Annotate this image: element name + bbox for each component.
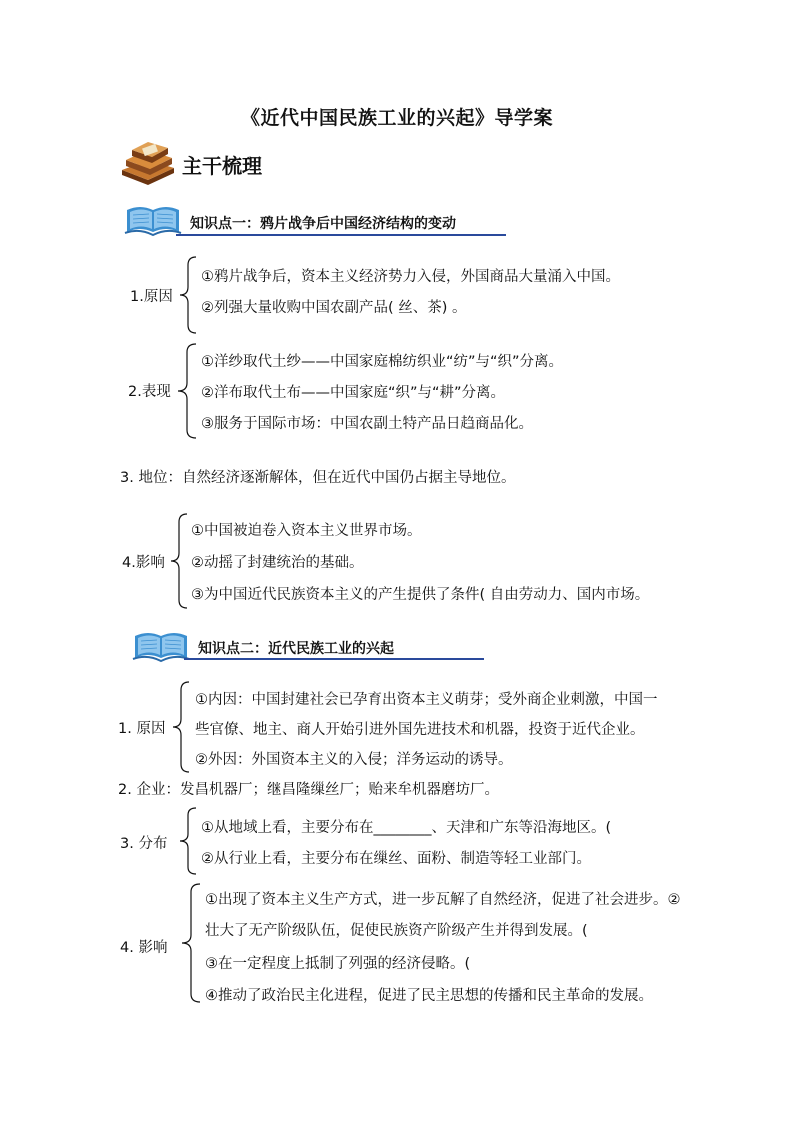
kp2-title: 知识点二：近代民族工业的兴起 bbox=[198, 641, 394, 657]
open-book-icon bbox=[124, 202, 182, 238]
kp2-s4-brace bbox=[180, 883, 202, 1003]
kp1-underline bbox=[176, 234, 506, 236]
kp1-title: 知识点一：鸦片战争后中国经济结构的变动 bbox=[190, 216, 456, 232]
kp1-s2-label: 2.表现 bbox=[128, 384, 171, 400]
kp2-s1-brace bbox=[171, 681, 191, 773]
kp2-s4-line-1: ①出现了资本主义生产方式，进一步瓦解了自然经济，促进了社会进步。② bbox=[205, 892, 681, 908]
kp1-s1-line-1: ①鸦片战争后，资本主义经济势力入侵，外国商品大量涌入中国。 bbox=[201, 269, 620, 285]
kp2-s3-line-2: ②从行业上看，主要分布在缫丝、面粉、制造等轻工业部门。 bbox=[201, 851, 591, 867]
kp2-s1-line-1: ①内因：中国封建社会已孕育出资本主义萌芽；受外商企业刺激，中国一 bbox=[195, 692, 658, 708]
kp1-s2-line-2: ②洋布取代土布——中国家庭“织”与“耕”分离。 bbox=[201, 385, 506, 401]
kp1-s4-label: 4.影响 bbox=[122, 555, 165, 571]
kp1-s3-text: 3. 地位：自然经济逐渐解体，但在近代中国仍占据主导地位。 bbox=[120, 470, 516, 486]
kp2-s3-brace bbox=[178, 807, 198, 875]
kp1-s1-brace bbox=[178, 256, 198, 334]
kp2-s3-line-1: ①从地域上看，主要分布在________、天津和广东等沿海地区。( bbox=[201, 820, 612, 836]
main-heading: 主干梳理 bbox=[182, 154, 262, 178]
kp2-s4-label: 4. 影响 bbox=[120, 940, 168, 956]
kp2-s1-line-3: ②外因：外国资本主义的入侵；洋务运动的诱导。 bbox=[195, 752, 513, 768]
kp1-s1-line-2: ②列强大量收购中国农副产品( 丝、茶) 。 bbox=[201, 300, 467, 316]
kp1-s1-label: 1.原因 bbox=[130, 289, 173, 305]
kp2-s3-label: 3. 分布 bbox=[120, 836, 168, 852]
kp1-s4-line-1: ①中国被迫卷入资本主义世界市场。 bbox=[191, 523, 422, 539]
kp2-s1-label: 1. 原因 bbox=[118, 721, 166, 737]
kp1-s4-brace bbox=[169, 513, 189, 609]
kp2-s4-line-3: ③在一定程度上抵制了列强的经济侵略。( bbox=[205, 956, 471, 972]
kp1-s2-brace bbox=[176, 343, 198, 439]
kp1-s2-line-1: ①洋纱取代土纱——中国家庭棉纺织业“纺”与“织”分离。 bbox=[201, 354, 564, 370]
kp2-s2-text: 2. 企业：发昌机器厂；继昌隆缫丝厂；贻来牟机器磨坊厂。 bbox=[118, 782, 499, 798]
kp2-underline bbox=[184, 658, 484, 660]
kp1-s4-line-3: ③为中国近代民族资本主义的产生提供了条件( 自由劳动力、国内市场。 bbox=[191, 587, 650, 603]
kp2-s1-line-2: 些官僚、地主、商人开始引进外国先进技术和机器，投资于近代企业。 bbox=[195, 722, 645, 738]
open-book-icon bbox=[132, 628, 190, 664]
books-stack-icon bbox=[118, 140, 178, 186]
kp2-s4-line-2: 壮大了无产阶级队伍，促使民族资产阶级产生并得到发展。( bbox=[205, 923, 588, 939]
kp2-s4-line-4: ④推动了政治民主化进程，促进了民主思想的传播和民主革命的发展。 bbox=[205, 988, 653, 1004]
page-title: 《近代中国民族工业的兴起》导学案 bbox=[240, 107, 553, 129]
kp1-s2-line-3: ③服务于国际市场：中国农副土特产品日趋商品化。 bbox=[201, 416, 533, 432]
kp1-s4-line-2: ②动摇了封建统治的基础。 bbox=[191, 555, 364, 571]
